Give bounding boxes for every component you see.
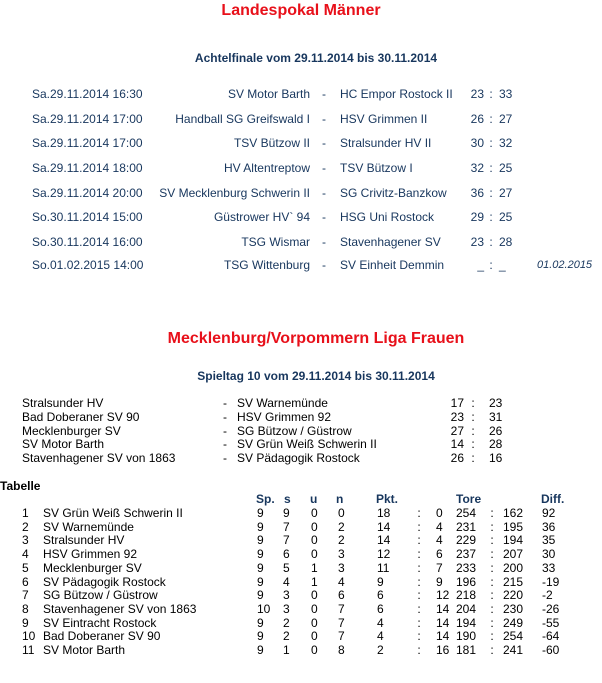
match-date: Sa.29.11.2014 17:00 — [32, 112, 143, 126]
goal-diff: -26 — [542, 601, 560, 616]
score-colon: : — [489, 210, 493, 224]
score-colon: : — [471, 437, 475, 451]
goals-colon: : — [490, 629, 494, 644]
home-team: SV Mecklenburg Schwerin II — [159, 186, 310, 200]
score-colon: : — [489, 258, 493, 272]
away-team: SV Warnemünde — [237, 396, 328, 410]
team-name: Mecklenburger SV — [43, 560, 142, 575]
header-sp: Sp. — [256, 492, 275, 506]
score-away: 27 — [499, 186, 513, 200]
score-colon: : — [471, 424, 475, 438]
goals-for: 204 — [456, 601, 477, 616]
goals-colon: : — [490, 519, 494, 534]
wins: 4 — [283, 574, 290, 589]
goal-diff: 92 — [542, 506, 556, 520]
points-colon: : — [417, 547, 421, 562]
score-away: 31 — [489, 410, 503, 424]
match-note: 01.02.2015 — [537, 259, 593, 271]
wins: 2 — [283, 615, 290, 630]
score-colon: : — [489, 136, 493, 150]
points-against: 14 — [436, 615, 450, 630]
separator: - — [223, 396, 227, 410]
draws: 0 — [311, 643, 318, 657]
goals-against: 200 — [503, 560, 524, 575]
score-home: 26 — [470, 112, 484, 126]
separator: - — [322, 210, 326, 224]
goals-colon: : — [490, 643, 494, 657]
position: 9 — [22, 615, 29, 630]
points-for: 14 — [377, 533, 391, 548]
goals-colon: : — [490, 615, 494, 630]
home-team: HV Altentreptow — [223, 161, 310, 175]
position: 11 — [22, 643, 35, 657]
score-away: 25 — [499, 210, 513, 224]
separator: - — [223, 437, 227, 451]
draws: 1 — [311, 560, 318, 575]
header-tore: Tore — [456, 492, 482, 506]
draws: 1 — [311, 574, 318, 589]
points-for: 14 — [377, 519, 391, 534]
score-away: _ — [499, 258, 506, 272]
wins: 6 — [283, 547, 290, 562]
games: 9 — [257, 560, 264, 575]
score-home: 32 — [470, 161, 484, 175]
goals-colon: : — [490, 588, 494, 603]
score-home: _ — [477, 258, 484, 272]
goal-diff: -2 — [542, 588, 553, 603]
draws: 0 — [311, 615, 318, 630]
games: 9 — [257, 629, 264, 644]
points-against: 14 — [436, 629, 450, 644]
table-label: Tabelle — [0, 479, 41, 493]
points-against: 0 — [436, 506, 443, 520]
score-home: 29 — [470, 210, 484, 224]
score-away: 26 — [489, 424, 503, 438]
draws: 0 — [311, 601, 318, 616]
points-colon: : — [417, 601, 421, 616]
position: 10 — [22, 629, 36, 644]
wins: 7 — [283, 519, 290, 534]
header-diff: Diff. — [541, 492, 565, 506]
away-team: SG Bützow / Güstrow — [237, 424, 352, 438]
team-name: SV Grün Weiß Schwerin II — [43, 506, 183, 520]
score-away: 28 — [489, 437, 503, 451]
goals-colon: : — [490, 506, 494, 520]
score-home: 17 — [450, 396, 464, 410]
goals-for: 194 — [456, 615, 477, 630]
section1-subtitle: Achtelfinale vom 29.11.2014 bis 30.11.2014 — [194, 51, 438, 65]
losses: 2 — [338, 519, 345, 534]
wins: 1 — [283, 643, 290, 657]
points-for: 4 — [377, 615, 384, 630]
losses: 8 — [338, 643, 345, 657]
goal-diff: 35 — [542, 533, 556, 548]
team-name: Stavenhagener SV von 1863 — [43, 601, 197, 616]
home-team: TSV Bützow II — [233, 136, 310, 150]
away-team: Stavenhagener SV — [340, 235, 441, 249]
separator: - — [322, 186, 326, 200]
score-away: 28 — [499, 235, 513, 249]
goals-for: 231 — [456, 519, 477, 534]
position: 5 — [22, 560, 29, 575]
draws: 0 — [311, 506, 318, 520]
points-colon: : — [417, 574, 421, 589]
score-away: 27 — [499, 112, 513, 126]
goals-for: 233 — [456, 560, 477, 575]
points-against: 4 — [436, 519, 443, 534]
score-colon: : — [489, 186, 493, 200]
score-home: 23 — [470, 235, 484, 249]
separator: - — [322, 235, 326, 249]
match-date: So.30.11.2014 15:00 — [32, 210, 143, 224]
position: 8 — [22, 601, 29, 616]
goals-against: 220 — [503, 588, 524, 603]
goal-diff: 33 — [542, 560, 556, 575]
separator: - — [223, 410, 227, 424]
score-away: 33 — [499, 87, 513, 101]
score-colon: : — [489, 235, 493, 249]
points-against: 14 — [436, 601, 450, 616]
home-team: SV Motor Barth — [22, 437, 105, 451]
draws: 0 — [311, 629, 318, 644]
home-team: Güstrower HV` 94 — [213, 210, 310, 224]
wins: 3 — [283, 601, 290, 616]
games: 9 — [257, 533, 264, 548]
goals-colon: : — [490, 574, 494, 589]
draws: 0 — [311, 588, 318, 603]
score-home: 23 — [450, 410, 464, 424]
draws: 0 — [311, 519, 318, 534]
points-against: 16 — [436, 643, 450, 657]
draws: 0 — [311, 533, 318, 548]
position: 7 — [22, 588, 29, 603]
goals-against: 162 — [503, 506, 524, 520]
points-for: 9 — [377, 574, 384, 589]
points-for: 6 — [377, 601, 384, 616]
losses: 4 — [338, 574, 345, 589]
goals-against: 195 — [503, 519, 524, 534]
separator: - — [223, 451, 227, 465]
score-colon: : — [471, 410, 475, 424]
score-home: 26 — [450, 451, 464, 465]
goals-against: 194 — [503, 533, 524, 548]
losses: 0 — [338, 506, 345, 520]
wins: 5 — [283, 560, 290, 575]
goal-diff: 36 — [542, 519, 556, 534]
points-colon: : — [417, 588, 421, 603]
score-colon: : — [489, 87, 493, 101]
goals-colon: : — [490, 560, 494, 575]
home-team: Handball SG Greifswald I — [175, 112, 310, 126]
score-away: 32 — [499, 136, 513, 150]
match-date: Sa.29.11.2014 17:00 — [32, 136, 143, 150]
separator: - — [322, 136, 326, 150]
home-team: SV Motor Barth — [227, 87, 310, 101]
goal-diff: -19 — [542, 574, 560, 589]
goals-against: 215 — [503, 574, 524, 589]
points-colon: : — [417, 643, 421, 657]
goal-diff: -55 — [542, 615, 560, 630]
points-for: 18 — [377, 506, 391, 520]
position: 2 — [22, 519, 29, 534]
goals-colon: : — [490, 601, 494, 616]
goals-against: 241 — [503, 643, 524, 657]
goals-for: 190 — [456, 629, 477, 644]
score-home: 14 — [450, 437, 464, 451]
draws: 0 — [311, 547, 318, 562]
match-date: Sa.29.11.2014 16:30 — [32, 87, 143, 101]
separator: - — [223, 424, 227, 438]
wins: 3 — [283, 588, 290, 603]
position: 4 — [22, 547, 29, 562]
away-team: SG Crivitz-Banzkow — [340, 186, 447, 200]
score-away: 25 — [499, 161, 513, 175]
points-colon: : — [417, 506, 421, 520]
match-date: Sa.29.11.2014 18:00 — [32, 161, 143, 175]
away-team: HC Empor Rostock II — [340, 87, 453, 101]
points-against: 12 — [436, 588, 450, 603]
header-pkt: Pkt. — [376, 492, 399, 506]
away-team: HSG Uni Rostock — [340, 210, 435, 224]
wins: 9 — [283, 506, 290, 520]
points-colon: : — [417, 629, 421, 644]
section2-title: Mecklenburg/Vorpommern Liga Frauen — [167, 330, 465, 347]
goals-against: 249 — [503, 615, 524, 630]
away-team: SV Pädagogik Rostock — [237, 451, 360, 465]
points-colon: : — [417, 519, 421, 534]
points-against: 4 — [436, 533, 443, 548]
home-team: TSG Wismar — [241, 235, 310, 249]
header-u: u — [310, 492, 318, 506]
separator: - — [322, 258, 326, 272]
score-away: 23 — [489, 396, 503, 410]
match-date: Sa.29.11.2014 20:00 — [32, 186, 143, 200]
score-colon: : — [471, 396, 475, 410]
score-colon: : — [471, 451, 475, 465]
team-name: SV Warnemünde — [43, 519, 134, 534]
section2-subtitle: Spieltag 10 vom 29.11.2014 bis 30.11.2014 — [197, 369, 435, 383]
separator: - — [322, 161, 326, 175]
points-for: 11 — [377, 560, 390, 575]
points-for: 2 — [377, 643, 384, 657]
games: 9 — [257, 547, 264, 562]
team-name: Stralsunder HV — [43, 533, 125, 548]
games: 9 — [257, 519, 264, 534]
games: 9 — [257, 588, 264, 603]
goals-for: 196 — [456, 574, 477, 589]
games: 10 — [257, 601, 271, 616]
away-team: SV Grün Weiß Schwerin II — [237, 437, 377, 451]
points-for: 12 — [377, 547, 391, 562]
score-away: 16 — [489, 451, 503, 465]
goal-diff: -64 — [542, 629, 560, 644]
losses: 7 — [338, 601, 345, 616]
goals-for: 218 — [456, 588, 477, 603]
match-date: So.01.02.2015 14:00 — [32, 258, 144, 272]
match-date: So.30.11.2014 16:00 — [32, 235, 143, 249]
points-against: 7 — [436, 560, 443, 575]
section1-title: Landespokal Männer — [221, 2, 381, 19]
home-team: Bad Doberaner SV 90 — [22, 410, 140, 424]
games: 9 — [257, 615, 264, 630]
games: 9 — [257, 574, 264, 589]
points-for: 4 — [377, 629, 384, 644]
away-team: TSV Bützow I — [340, 161, 413, 175]
team-name: HSV Grimmen 92 — [43, 547, 138, 562]
home-team: Stavenhagener SV von 1863 — [22, 451, 176, 465]
goal-diff: 30 — [542, 547, 556, 562]
position: 1 — [22, 506, 29, 520]
goals-for: 254 — [456, 506, 477, 520]
header-n: n — [336, 492, 344, 506]
losses: 6 — [338, 588, 345, 603]
wins: 7 — [283, 533, 290, 548]
score-home: 30 — [470, 136, 484, 150]
goals-for: 181 — [456, 643, 477, 657]
score-colon: : — [489, 161, 493, 175]
score-home: 27 — [450, 424, 464, 438]
points-colon: : — [417, 615, 421, 630]
score-colon: : — [489, 112, 493, 126]
goals-for: 237 — [456, 547, 477, 562]
games: 9 — [257, 643, 264, 657]
points-for: 6 — [377, 588, 384, 603]
points-against: 6 — [436, 547, 443, 562]
goals-against: 207 — [503, 547, 524, 562]
points-against: 9 — [436, 574, 443, 589]
position: 6 — [22, 574, 29, 589]
goals-colon: : — [490, 533, 494, 548]
goals-against: 230 — [503, 601, 524, 616]
losses: 3 — [338, 560, 345, 575]
goal-diff: -60 — [542, 643, 560, 657]
losses: 3 — [338, 547, 345, 562]
score-home: 36 — [470, 186, 484, 200]
goals-colon: : — [490, 547, 494, 562]
losses: 7 — [338, 629, 345, 644]
away-team: SV Einheit Demmin — [340, 258, 445, 272]
away-team: HSV Grimmen 92 — [237, 410, 332, 424]
goals-for: 229 — [456, 533, 477, 548]
header-s: s — [284, 492, 291, 506]
points-colon: : — [417, 560, 421, 575]
home-team: Mecklenburger SV — [22, 424, 121, 438]
position: 3 — [22, 533, 29, 548]
home-team: Stralsunder HV — [22, 396, 104, 410]
separator: - — [322, 112, 326, 126]
home-team: TSG Wittenburg — [223, 258, 310, 272]
team-name: Bad Doberaner SV 90 — [43, 629, 161, 644]
team-name: SG Bützow / Güstrow — [43, 588, 158, 603]
losses: 7 — [338, 615, 345, 630]
team-name: SV Eintracht Rostock — [43, 615, 157, 630]
away-team: Stralsunder HV II — [340, 136, 432, 150]
away-team: HSV Grimmen II — [340, 112, 428, 126]
games: 9 — [257, 506, 264, 520]
losses: 2 — [338, 533, 345, 548]
wins: 2 — [283, 629, 290, 644]
separator: - — [322, 87, 326, 101]
score-home: 23 — [470, 87, 484, 101]
goals-against: 254 — [503, 629, 524, 644]
team-name: SV Motor Barth — [43, 643, 126, 657]
points-colon: : — [417, 533, 421, 548]
team-name: SV Pädagogik Rostock — [43, 574, 166, 589]
